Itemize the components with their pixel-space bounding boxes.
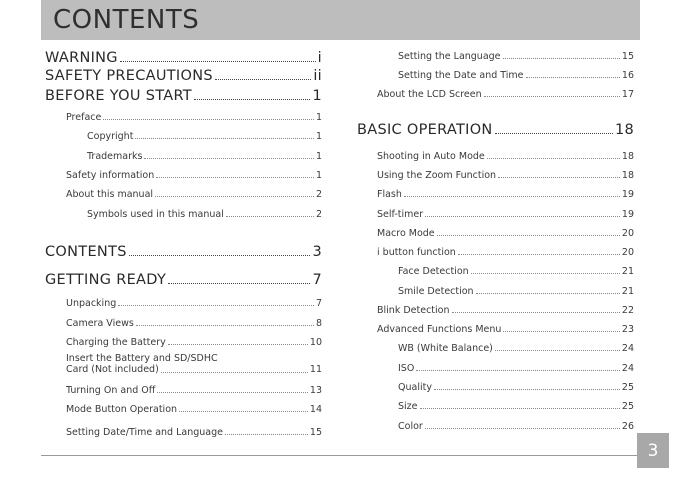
toc-entry-quality[interactable]	[398, 382, 634, 393]
toc-entry-page: 2	[315, 209, 322, 220]
leader-dots	[487, 158, 620, 159]
toc-entry-label: Setting the Date and Time	[398, 70, 524, 81]
toc-right-column	[357, 0, 634, 460]
toc-entry-copyright[interactable]	[87, 131, 322, 142]
leader-dots	[129, 255, 311, 256]
toc-entry-advanced-functions-menu[interactable]	[377, 324, 634, 335]
toc-left-column	[45, 0, 322, 460]
leader-dots	[226, 216, 314, 217]
leader-dots	[484, 96, 620, 97]
toc-entry-page: 24	[621, 343, 634, 354]
toc-entry-page: 20	[621, 247, 634, 258]
toc-entry-label-line1: Insert the Battery and SD/SDHC	[66, 353, 218, 364]
leader-dots	[503, 58, 620, 59]
toc-entry-zoom-function[interactable]	[377, 170, 634, 181]
toc-entry-label: Symbols used in this manual	[87, 209, 224, 220]
toc-entry-page: 19	[621, 209, 634, 220]
toc-entry-wb[interactable]	[398, 343, 634, 354]
toc-entry-page: 15	[309, 427, 322, 438]
toc-entry-label: About this manual	[66, 189, 154, 200]
toc-entry-page: 26	[621, 421, 634, 432]
toc-entry-macro-mode[interactable]	[377, 228, 634, 239]
leader-dots	[155, 196, 314, 197]
toc-entry-label: Size	[398, 401, 418, 412]
toc-entry-page: 2	[315, 189, 322, 200]
toc-entry-page: 1	[312, 88, 322, 104]
toc-entry-camera-views[interactable]	[66, 318, 322, 329]
toc-entry-face-detection[interactable]	[398, 266, 634, 277]
toc-entry-page: 1	[315, 151, 322, 162]
toc-entry-size[interactable]	[398, 401, 634, 412]
toc-entry-preface[interactable]	[66, 112, 322, 123]
toc-entry-page: 15	[621, 51, 634, 62]
toc-entry-label: Copyright	[87, 131, 134, 142]
toc-entry-smile-detection[interactable]	[398, 286, 634, 297]
toc-entry-getting-ready[interactable]	[45, 272, 322, 288]
toc-entry-page: ii	[313, 68, 322, 84]
page-number-badge: 3	[637, 433, 669, 468]
toc-entry-label: CONTENTS	[45, 244, 127, 260]
toc-entry-label: Self-timer	[377, 209, 424, 220]
toc-entry-label: SAFETY PRECAUTIONS	[45, 68, 213, 84]
footer-rule	[41, 455, 640, 456]
leader-dots	[452, 312, 620, 313]
toc-entry-insert-battery[interactable]	[66, 353, 322, 376]
toc-entry-page: 3	[312, 244, 322, 260]
toc-entry-page: 10	[309, 337, 322, 348]
toc-entry-color[interactable]	[398, 421, 634, 432]
toc-entry-page: 20	[621, 228, 634, 239]
toc-entry-page: i	[317, 50, 322, 66]
toc-entry-label: Quality	[398, 382, 432, 393]
toc-entry-page: 18	[621, 151, 634, 162]
leader-dots	[420, 408, 620, 409]
leader-dots	[161, 372, 308, 373]
leader-dots	[437, 235, 620, 236]
toc-entry-unpacking[interactable]	[66, 298, 322, 309]
toc-entry-label: Blink Detection	[377, 305, 450, 316]
toc-entry-label: Camera Views	[66, 318, 134, 329]
toc-entry-mode-button[interactable]	[66, 404, 322, 415]
toc-entry-label: Turning On and Off	[66, 385, 156, 396]
toc-entry-setting-date-time[interactable]	[398, 70, 634, 81]
toc-entry-label: ISO	[398, 363, 415, 374]
toc-entry-page: 1	[315, 131, 322, 142]
toc-entry-label: Unpacking	[66, 298, 117, 309]
toc-entry-safety-precautions[interactable]	[45, 68, 322, 84]
toc-entry-about-this-manual[interactable]	[66, 189, 322, 200]
toc-entry-label: Charging the Battery	[66, 337, 166, 348]
leader-dots	[156, 177, 314, 178]
leader-dots	[471, 273, 620, 274]
toc-entry-page: 25	[621, 382, 634, 393]
toc-entry-label: Setting Date/Time and Language	[66, 427, 223, 438]
leader-dots	[495, 350, 620, 351]
toc-entry-label: Trademarks	[87, 151, 143, 162]
toc-entry-label: Shooting in Auto Mode	[377, 151, 485, 162]
toc-entry-label: Mode Button Operation	[66, 404, 178, 415]
leader-dots	[157, 392, 308, 393]
leader-dots	[476, 293, 620, 294]
toc-entry-label: Using the Zoom Function	[377, 170, 497, 181]
toc-entry-page: 7	[312, 272, 322, 288]
toc-entry-flash[interactable]	[377, 189, 634, 200]
toc-entry-page: 21	[621, 286, 634, 297]
toc-entry-label: Face Detection	[398, 266, 469, 277]
toc-entry-about-lcd-screen[interactable]	[377, 89, 634, 100]
toc-entry-trademarks[interactable]	[87, 151, 322, 162]
leader-dots	[495, 133, 613, 134]
leader-dots	[425, 428, 620, 429]
toc-entry-label: Macro Mode	[377, 228, 435, 239]
leader-dots	[503, 331, 620, 332]
leader-dots	[144, 158, 314, 159]
toc-entry-page: 16	[621, 70, 634, 81]
leader-dots	[179, 411, 308, 412]
leader-dots	[168, 344, 308, 345]
leader-dots	[103, 119, 314, 120]
toc-entry-label: BASIC OPERATION	[357, 122, 493, 138]
leader-dots	[225, 434, 308, 435]
toc-entry-blink-detection[interactable]	[377, 305, 634, 316]
leader-dots	[135, 138, 314, 139]
toc-entry-setting-date-time-language[interactable]	[66, 427, 322, 438]
page-title: CONTENTS	[53, 5, 200, 35]
toc-entry-label: WARNING	[45, 50, 118, 66]
toc-entry-label: i button function	[377, 247, 456, 258]
toc-entry-basic-operation[interactable]	[357, 122, 634, 138]
leader-dots	[168, 283, 310, 284]
toc-entry-setting-language[interactable]	[398, 51, 634, 62]
leader-dots	[118, 305, 314, 306]
toc-entry-before-you-start[interactable]	[45, 88, 322, 104]
toc-entry-page: 13	[309, 385, 322, 396]
toc-entry-page: 23	[621, 324, 634, 335]
toc-entry-iso[interactable]	[398, 363, 634, 374]
toc-entry-page: 8	[315, 318, 322, 329]
leader-dots	[425, 216, 620, 217]
toc-entry-page: 7	[315, 298, 322, 309]
leader-dots	[120, 61, 316, 62]
toc-entry-warning[interactable]	[45, 50, 322, 66]
toc-entry-label: Setting the Language	[398, 51, 501, 62]
toc-entry-label: BEFORE YOU START	[45, 88, 192, 104]
toc-entry-label-line2: Card (Not included)	[66, 364, 159, 375]
leader-dots	[498, 177, 620, 178]
leader-dots	[404, 196, 620, 197]
toc-entry-safety-information[interactable]	[66, 170, 322, 181]
leader-dots	[215, 79, 311, 80]
toc-entry-page: 22	[621, 305, 634, 316]
toc-entry-symbols-used[interactable]	[87, 209, 322, 220]
leader-dots	[458, 254, 620, 255]
toc-entry-page: 18	[621, 170, 634, 181]
toc-entry-page: 14	[309, 404, 322, 415]
toc-entry-i-button-function[interactable]	[377, 247, 634, 258]
toc-entry-label: About the LCD Screen	[377, 89, 482, 100]
toc-entry-self-timer[interactable]	[377, 209, 634, 220]
leader-dots	[194, 99, 311, 100]
toc-entry-page: 19	[621, 189, 634, 200]
leader-dots	[136, 325, 314, 326]
toc-entry-page: 11	[309, 364, 322, 375]
toc-entry-contents[interactable]	[45, 244, 322, 260]
toc-entry-label: Color	[398, 421, 423, 432]
toc-entry-page: 1	[315, 112, 322, 123]
toc-entry-label: Smile Detection	[398, 286, 474, 297]
leader-dots	[526, 77, 620, 78]
toc-entry-shooting-auto-mode[interactable]	[377, 151, 634, 162]
toc-entry-page: 24	[621, 363, 634, 374]
toc-entry-label: Safety information	[66, 170, 155, 181]
toc-entry-label: GETTING READY	[45, 272, 167, 288]
toc-entry-turning-on-off[interactable]	[66, 385, 322, 396]
toc-entry-page: 21	[621, 266, 634, 277]
toc-entry-charging-battery[interactable]	[66, 337, 322, 348]
toc-entry-page: 25	[621, 401, 634, 412]
toc-entry-page: 1	[315, 170, 322, 181]
toc-entry-page: 17	[621, 89, 634, 100]
toc-entry-label: Preface	[66, 112, 102, 123]
toc-entry-label: Flash	[377, 189, 402, 200]
toc-entry-label: Advanced Functions Menu	[377, 324, 502, 335]
leader-dots	[434, 389, 620, 390]
leader-dots	[416, 370, 620, 371]
toc-entry-page: 18	[614, 122, 634, 138]
toc-entry-label: WB (White Balance)	[398, 343, 493, 354]
